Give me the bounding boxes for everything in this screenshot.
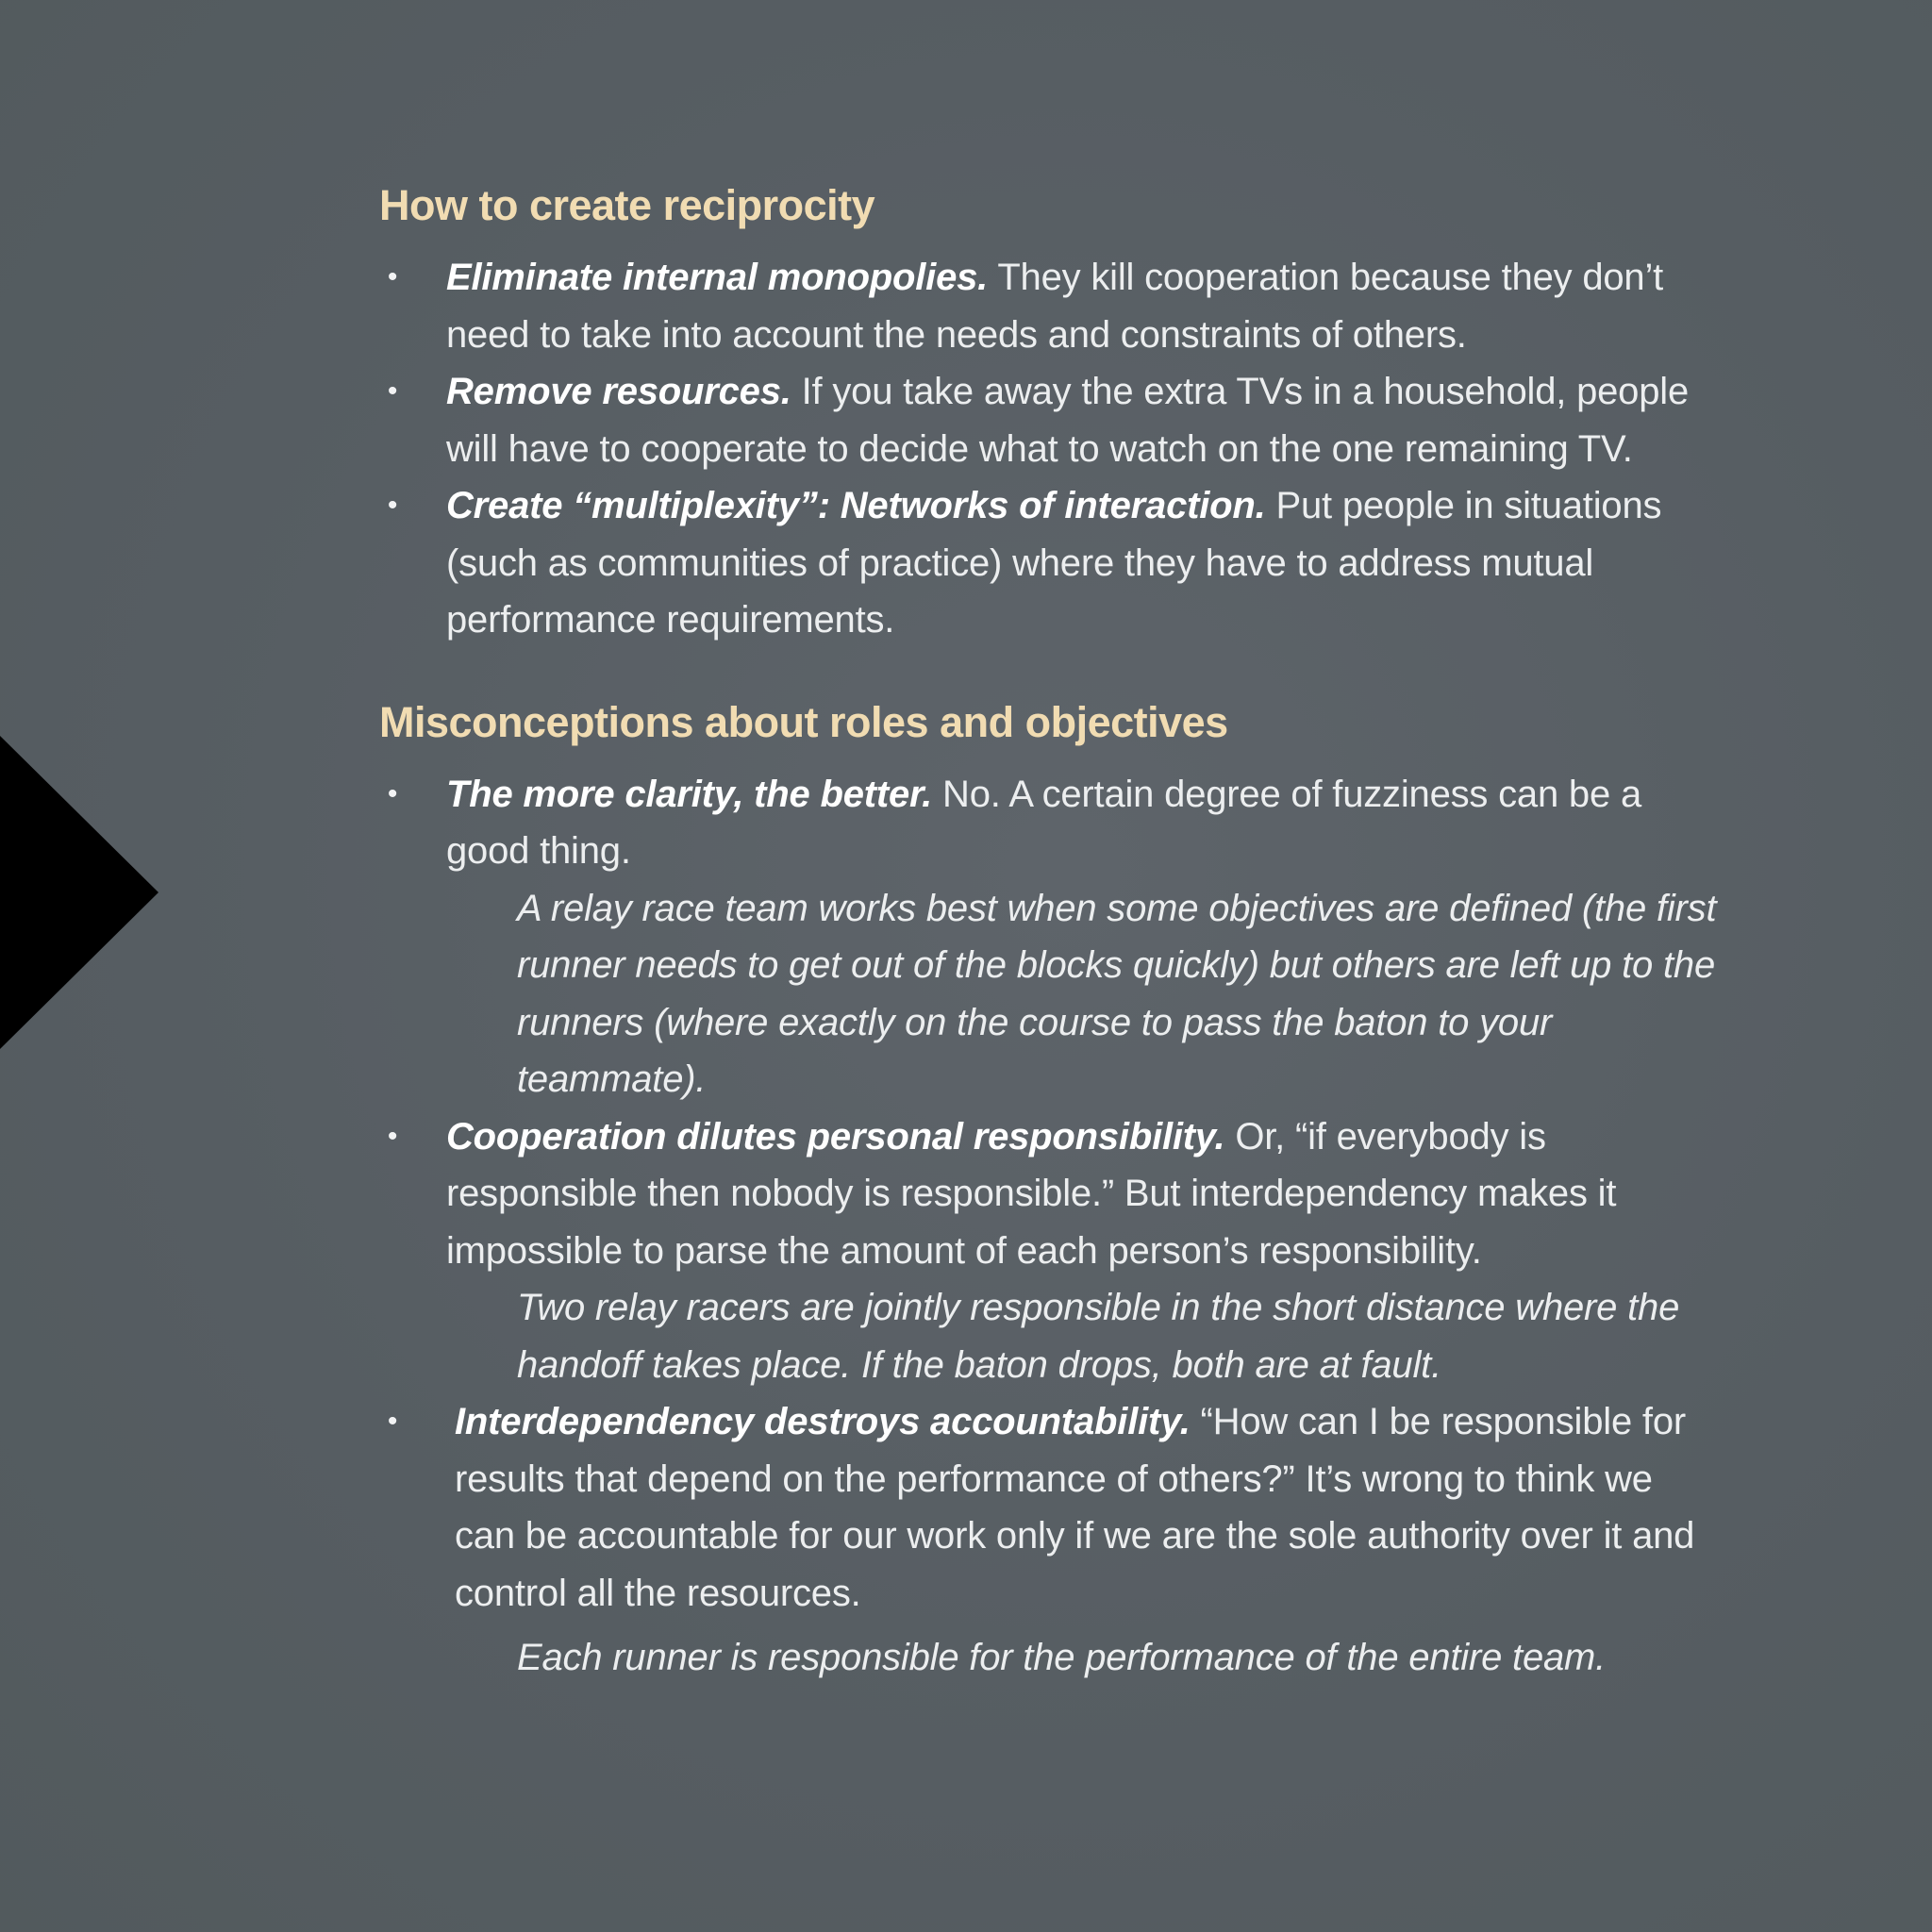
bullet-icon: • (387, 1120, 398, 1152)
left-arrow-decoration (0, 736, 158, 1049)
list-item (379, 363, 1719, 477)
reciprocity-list (379, 249, 1719, 649)
heading-reciprocity: How to create reciprocity (379, 181, 875, 229)
item-lead: Create “multiplexity”: Networks of interaction. (446, 485, 1266, 526)
bullet-icon: • (387, 490, 398, 521)
item-lead: Cooperation dilutes personal responsibility. (446, 1115, 1225, 1158)
heading-misconceptions: Misconceptions about roles and objectives (379, 697, 1228, 746)
list-item (379, 766, 1719, 880)
bullet-icon: • (387, 777, 398, 809)
list-item (379, 249, 1719, 363)
item-lead: Interdependency destroys accountability. (455, 1401, 1191, 1442)
item-text: They kill cooperation because they don’t need to take into account the needs and constraints of others. (446, 257, 1664, 356)
item-lead: The more clarity, the better. (446, 773, 933, 815)
bullet-icon: • (387, 261, 398, 292)
item-lead: Remove resources. (446, 371, 791, 412)
example-text: A relay race team works best when some objectives are defined (the first runner needs to get out of the blocks quickly) but others are left up to the runners (where exactly on the course to pass the baton to your teammate). (517, 887, 1717, 1100)
item-lead: Eliminate internal monopolies. (446, 257, 989, 298)
item-text: Or, “if everybody is responsible then nobody is responsible.” But interdependency makes it impossible to parse the amount of each person’s responsibility. (446, 1115, 1617, 1272)
item-text: “How can I be responsible for results that depend on the performance of others?” It’s wrong to think we can be accountable for our work only if we are the sole authority over it and control all the resources. (455, 1401, 1695, 1614)
item-text: Put people in situations (such as communities of practice) where they have to address mutual performance requirements. (446, 485, 1662, 641)
item-text: If you take away the extra TVs in a household, people will have to cooperate to decide what to watch on the one remaining TV. (446, 371, 1689, 470)
misconceptions-list (379, 766, 1719, 1687)
list-item (379, 1108, 1719, 1280)
list-item (379, 477, 1719, 649)
bullet-icon: • (387, 375, 398, 407)
example-text: Two relay racers are jointly responsible in the short distance where the handoff takes place. If the baton drops, both are at fault. (517, 1287, 1680, 1386)
item-text: No. A certain degree of fuzziness can be a good thing. (446, 773, 1641, 872)
list-item (379, 1393, 1719, 1622)
example-text: Each runner is responsible for the performance of the entire team. (517, 1637, 1607, 1678)
bullet-icon: • (387, 1406, 398, 1437)
page-content (379, 175, 1719, 1687)
